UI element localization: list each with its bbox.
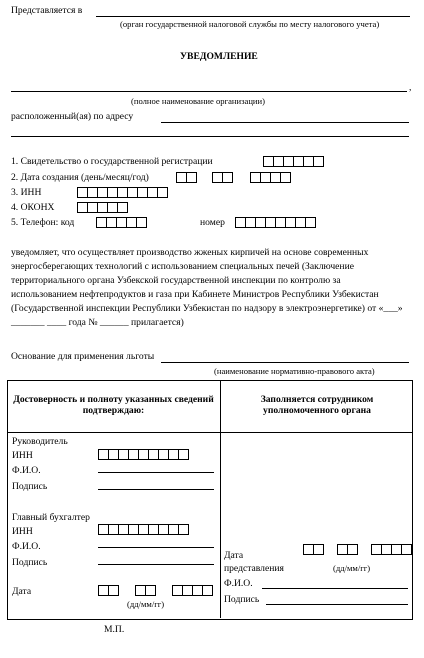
- right-signature-line[interactable]: [266, 604, 408, 605]
- registration-cells[interactable]: [263, 156, 324, 167]
- address-line-2[interactable]: [11, 136, 409, 137]
- address-line-1[interactable]: [161, 122, 409, 123]
- notification-paragraph: уведомляет, что осуществляет производство жженых кирпичей на основе современных энергосберегающих технологий с использованием специальных печей (Заключение территориального органа Узбекской государственной инспекции по контролю за использованием нефтепродуктов и газа при Кабинете Министров Республики Узбекистан (Государственной инспекции Республики Узбекистан по надзору в электроэнергетике) от «___» _______ ____ года № ______ прилагается): [11, 247, 403, 328]
- right-date-format: (дд/мм/гг): [333, 563, 371, 573]
- org-name-comma: ,: [409, 82, 412, 93]
- director-inn-cells[interactable]: [98, 449, 189, 460]
- phone-code-cells[interactable]: [96, 217, 147, 228]
- accountant-signature-line[interactable]: [98, 564, 214, 565]
- accountant-inn-cells[interactable]: [98, 524, 189, 535]
- left-date-format: (дд/мм/гг): [127, 599, 165, 609]
- accountant-fio-label: Ф.И.О.: [12, 541, 41, 552]
- right-date-month-cells[interactable]: [337, 544, 358, 555]
- accountant-fio-line[interactable]: [98, 547, 214, 548]
- basis-line[interactable]: [161, 362, 409, 363]
- director-fio-line[interactable]: [98, 472, 214, 473]
- left-date-label: Дата: [12, 586, 32, 597]
- left-date-day-cells[interactable]: [98, 585, 119, 596]
- registration-label: 1. Свидетельство о государственной регистрации: [11, 156, 213, 167]
- right-header: Заполняется сотрудником уполномоченного органа: [260, 394, 374, 417]
- document-title: УВЕДОМЛЕНИЕ: [180, 51, 258, 62]
- director-label: Руководитель: [12, 436, 68, 447]
- phone-number-cells[interactable]: [235, 217, 316, 228]
- org-name-line[interactable]: [11, 91, 407, 92]
- director-signature-label: Подпись: [12, 481, 48, 492]
- creation-day-cells[interactable]: [176, 172, 197, 183]
- director-signature-line[interactable]: [98, 489, 214, 490]
- inn-cells[interactable]: [77, 187, 168, 198]
- submitted-to-caption: (орган государственной налоговой службы по месту налогового учета): [120, 19, 380, 29]
- okonh-cells[interactable]: [77, 202, 128, 213]
- left-date-year-cells[interactable]: [172, 585, 213, 596]
- director-fio-label: Ф.И.О.: [12, 465, 41, 476]
- stamp-place: М.П.: [104, 624, 125, 635]
- director-inn-label: ИНН: [12, 450, 33, 461]
- okonh-label: 4. ОКОНХ: [11, 202, 55, 213]
- inn-label: 3. ИНН: [11, 187, 42, 198]
- right-date-label: Дата: [224, 550, 244, 561]
- right-submission-label: представления: [224, 563, 284, 574]
- phone-code-label: 5. Телефон: код: [11, 217, 75, 228]
- creation-date-label: 2. Дата создания (день/месяц/год): [11, 172, 149, 183]
- phone-number-label: номер: [200, 217, 225, 228]
- basis-caption: (наименование нормативно-правового акта): [214, 366, 375, 376]
- creation-year-cells[interactable]: [250, 172, 291, 183]
- left-header: Достоверность и полноту указанных сведений подтверждаю:: [13, 394, 214, 417]
- submitted-to-label: Представляется в: [11, 5, 83, 16]
- left-date-month-cells[interactable]: [135, 585, 156, 596]
- table-divider: [220, 380, 221, 618]
- right-fio-line[interactable]: [262, 588, 408, 589]
- right-fio-label: Ф.И.О.: [224, 578, 253, 589]
- table-header-divider: [7, 432, 413, 433]
- submitted-to-line[interactable]: [96, 16, 410, 17]
- address-label: расположенный(ая) по адресу: [11, 111, 134, 122]
- creation-month-cells[interactable]: [212, 172, 233, 183]
- right-date-day-cells[interactable]: [303, 544, 324, 555]
- org-name-caption: (полное наименование организации): [131, 96, 265, 106]
- right-date-year-cells[interactable]: [371, 544, 412, 555]
- accountant-inn-label: ИНН: [12, 526, 33, 537]
- accountant-signature-label: Подпись: [12, 557, 48, 568]
- right-signature-label: Подпись: [224, 594, 260, 605]
- accountant-label: Главный бухгалтер: [12, 512, 90, 523]
- basis-label: Основание для применения льготы: [11, 351, 155, 362]
